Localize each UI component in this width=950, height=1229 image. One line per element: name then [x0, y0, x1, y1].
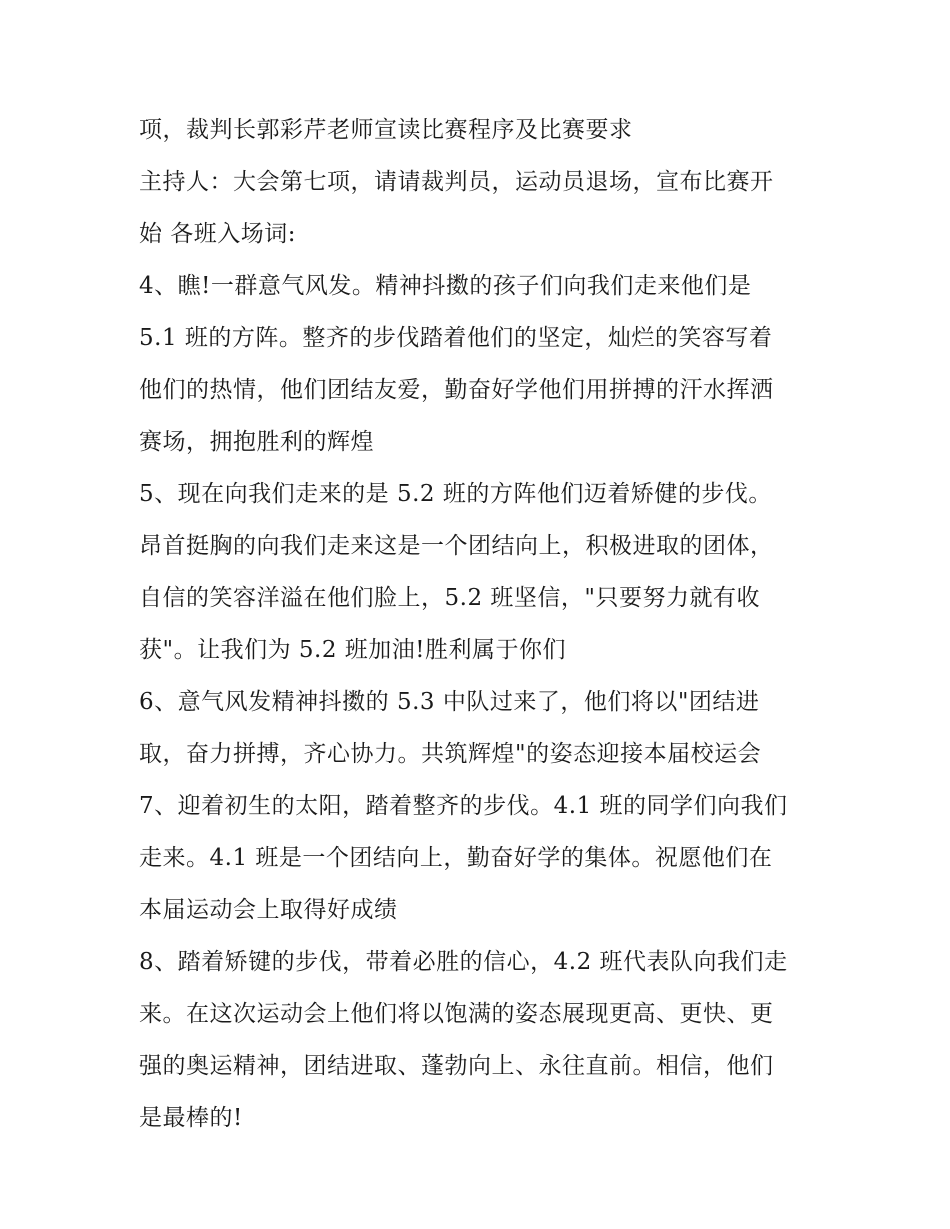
text-line: 是最棒的!: [139, 1105, 243, 1131]
text-line: 本届运动会上取得好成绩: [139, 897, 398, 923]
text-line: 8、踏着矫键的步伐，带着必胜的信心，4.2 班代表队向我们走: [139, 949, 788, 975]
text-line: 昂首挺胸的向我们走来这是一个团结向上，积极进取的团体，: [139, 533, 774, 559]
text-line: 5.1 班的方阵。整齐的步伐踏着他们的坚定，灿烂的笑容写着: [139, 325, 773, 351]
text-line: 取，奋力拼搏，齐心协力。共筑辉煌"的姿态迎接本届校运会: [139, 741, 762, 767]
text-line: 4、瞧!一群意气风发。精神抖擞的孩子们向我们走来他们是: [139, 273, 752, 299]
text-line: 项，裁判长郭彩芹老师宣读比赛程序及比赛要求: [139, 117, 633, 143]
document-body: [139, 108, 829, 1148]
text-line: 走来。4.1 班是一个团结向上，勤奋好学的集体。祝愿他们在: [139, 845, 773, 871]
text-line: 获"。让我们为 5.2 班加油!胜利属于你们: [139, 637, 567, 663]
text-line: 6、意气风发精神抖擞的 5.3 中队过来了，他们将以"团结进: [139, 689, 760, 715]
text-line: 始 各班入场词:: [139, 221, 297, 247]
text-line: 5、现在向我们走来的是 5.2 班的方阵他们迈着矫健的步伐。: [139, 481, 772, 507]
text-line: 赛场，拥抱胜利的辉煌: [139, 429, 374, 455]
text-line: 7、迎着初生的太阳，踏着整齐的步伐。4.1 班的同学们向我们: [139, 793, 788, 819]
text-line: 强的奥运精神，团结进取、蓬勃向上、永往直前。相信，他们: [139, 1053, 774, 1079]
text-line: 主持人：大会第七项，请请裁判员，运动员退场，宣布比赛开: [139, 169, 774, 195]
text-line: 他们的热情，他们团结友爱，勤奋好学他们用拼搏的汗水挥洒: [139, 377, 774, 403]
text-line: 来。在这次运动会上他们将以饱满的姿态展现更高、更快、更: [139, 1001, 774, 1027]
text-line: 自信的笑容洋溢在他们脸上，5.2 班坚信，"只要努力就有收: [139, 585, 760, 611]
